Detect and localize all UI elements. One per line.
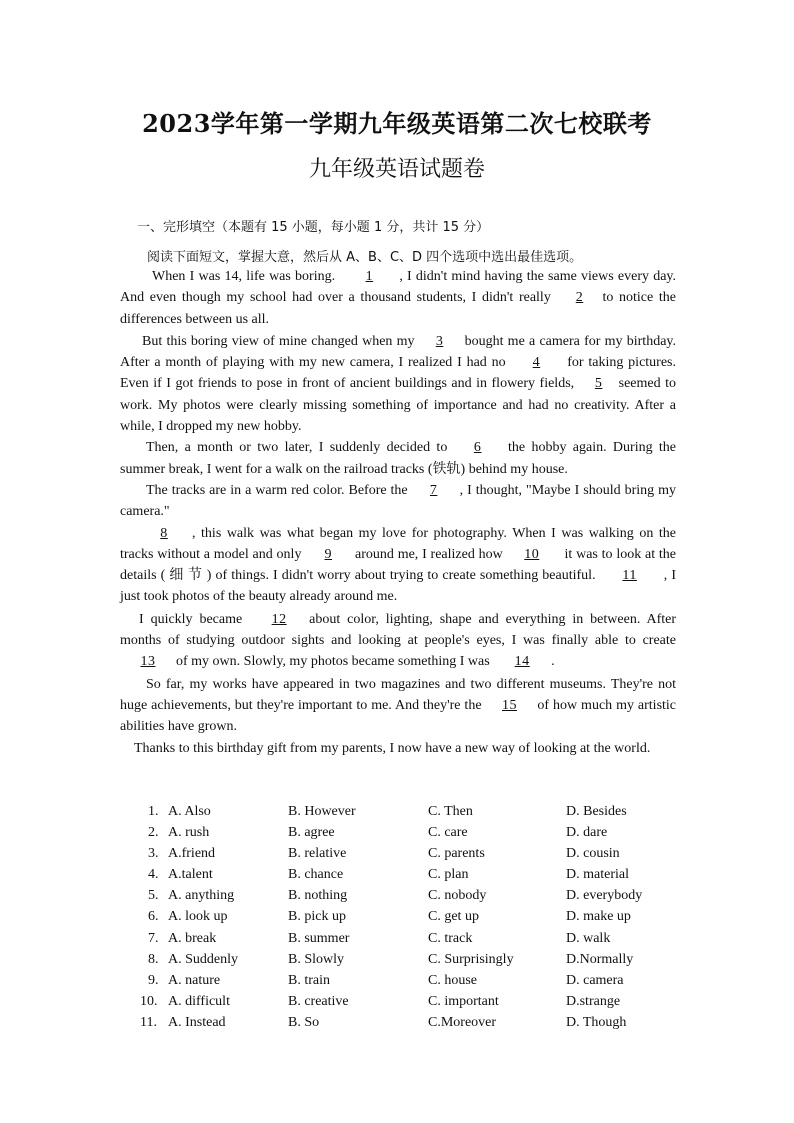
passage-text: Then, a month or two later, I suddenly decided to (146, 440, 448, 456)
option-number: 5. (148, 888, 159, 904)
option-c: C. Surprisingly (428, 951, 514, 967)
passage-text: When I was 14, life was boring. (152, 269, 336, 284)
option-b: B. creative (288, 993, 349, 1009)
option-b: B. train (288, 972, 330, 988)
blank-4: 4 (532, 355, 541, 371)
option-b: B. relative (288, 846, 347, 862)
option-d: D. camera (566, 972, 624, 988)
passage-text: for taking pictures. Even if I got friends to pose in front of ancient buildings and in flowery fields, (120, 355, 676, 392)
passage-text: to notice the differences between us all. (120, 290, 676, 327)
option-a: A. rush (168, 825, 210, 841)
option-b: B. chance (288, 867, 344, 883)
passage-paragraph-3 (120, 437, 676, 480)
passage-text: of how much my artistic abilities have grown. (120, 697, 677, 735)
exam-subtitle: 九年级英语试题卷 (308, 157, 485, 182)
option-c: C. important (428, 993, 499, 1009)
blank-8: 8 (160, 525, 168, 541)
passage-text: But this boring view of mine changed when my (142, 333, 415, 349)
passage-text: the hobby again. During the summer break, I went for a walk on the railroad tracks (铁轨) behind my house. (120, 440, 677, 477)
option-number: 8. (148, 951, 159, 967)
option-a: A. nature (168, 972, 221, 988)
passage-paragraph-2 (120, 331, 676, 437)
cloze-passage (120, 266, 676, 759)
option-c: C.Moreover (428, 1014, 497, 1030)
option-number: 10. (140, 993, 158, 1009)
blank-2: 2 (575, 290, 584, 306)
option-d: D.Normally (566, 951, 634, 967)
passage-text: I quickly became (139, 611, 243, 627)
option-a: A.friend (168, 846, 216, 862)
section-heading: 一、完形填空（本题有 15 小题，每小题 1 分，共计 15 分） (137, 220, 490, 235)
option-number: 7. (148, 930, 159, 946)
blank-11: 11 (622, 568, 637, 584)
passage-text: , I didn't mind having the same views every day. And even though my school had over a thousand students, I didn't really (120, 269, 676, 306)
option-a: A. Suddenly (168, 951, 238, 967)
option-a: A. Also (168, 804, 211, 819)
passage-text: , this walk was what began my love for photography. When I was walking on the tracks without a model and only (120, 525, 676, 562)
option-b: B. nothing (288, 888, 348, 904)
option-a: A.talent (168, 867, 213, 883)
option-number: 2. (148, 825, 159, 841)
option-a: A. difficult (168, 993, 230, 1009)
passage-text: of my own. Slowly, my photos became something I was (176, 654, 490, 670)
passage-text: , I just took photos of the beauty already around me. (120, 568, 677, 605)
blank-12: 12 (271, 611, 287, 627)
passage-text: So far, my works have appeared in two magazines and two different museums. They're not huge achievements, but they're important to me. And they're the (120, 676, 676, 713)
blank-1: 1 (365, 269, 374, 284)
blank-14: 14 (514, 654, 530, 670)
option-c: C. get up (428, 909, 479, 925)
option-number: 1. (148, 804, 159, 819)
blank-6: 6 (473, 440, 482, 456)
blank-5: 5 (594, 376, 603, 392)
blank-7: 7 (429, 482, 438, 498)
passage-paragraph-5 (120, 523, 676, 608)
option-d: D. material (566, 867, 629, 883)
option-d: D.strange (566, 993, 621, 1009)
passage-text: bought me a camera for my birthday. After a month of playing with my new camera, I realized I had no (120, 333, 677, 371)
option-d: D. cousin (566, 846, 620, 862)
option-number: 9. (148, 972, 159, 988)
option-a: A. Instead (168, 1014, 226, 1030)
option-b: B. pick up (288, 909, 346, 925)
option-b: B. agree (288, 825, 335, 841)
passage-text: around me, I realized how (355, 546, 503, 562)
option-c: C. parents (428, 846, 485, 862)
option-b: B. However (288, 804, 356, 819)
passage-text: , I thought, "Maybe I should bring my camera." (120, 482, 676, 520)
passage-text: The tracks are in a warm red color. Before the (146, 482, 408, 498)
passage-paragraph-8: Thanks to this birthday gift from my parents, I now have a new way of looking at the world. (134, 740, 651, 756)
blank-9: 9 (324, 546, 332, 562)
option-a: A. anything (168, 888, 235, 904)
option-c: C. Then (428, 804, 473, 819)
option-number: 4. (148, 867, 159, 883)
passage-text: seemed to work. My photos were clearly missing something of importance and had no creativity. After a while, I dropped my new hobby. (120, 376, 676, 435)
option-d: D. make up (566, 909, 631, 925)
passage-paragraph-7 (120, 674, 676, 738)
option-c: C. plan (428, 867, 469, 883)
option-a: A. break (168, 930, 217, 946)
option-number: 3. (148, 846, 159, 862)
option-number: 6. (148, 909, 159, 925)
option-d: D. Though (566, 1014, 627, 1030)
option-c: C. house (428, 972, 477, 988)
option-b: B. summer (288, 930, 350, 946)
option-d: D. walk (566, 930, 611, 946)
option-d: D. dare (566, 825, 608, 841)
blank-15: 15 (501, 697, 517, 713)
passage-paragraph-6 (120, 609, 676, 673)
passage-paragraph-4 (120, 480, 676, 523)
option-a: A. look up (168, 909, 228, 925)
option-c: C. track (428, 930, 473, 946)
passage-paragraph-1 (120, 266, 676, 330)
section-instruction: 阅读下面短文，掌握大意，然后从 A、B、C、D 四个选项中选出最佳选项。 (147, 250, 583, 265)
option-c: C. care (428, 825, 468, 841)
blank-13: 13 (140, 654, 156, 670)
option-d: D. Besides (566, 804, 627, 819)
passage-text: . (551, 654, 555, 670)
option-b: B. So (288, 1014, 320, 1030)
blank-3: 3 (435, 333, 444, 349)
option-d: D. everybody (566, 888, 643, 904)
passage-text: about color, lighting, shape and everything in between. After months of studying outdoor sights and looking at people's eyes, I was finally able to create (120, 611, 676, 649)
blank-10: 10 (524, 546, 540, 562)
option-b: B. Slowly (288, 951, 345, 967)
exam-title: 2023学年第一学期九年级英语第二次七校联考 (142, 109, 652, 138)
option-c: C. nobody (428, 888, 487, 904)
option-number: 11. (140, 1014, 157, 1030)
passage-text: it was to look at the details ( 细 节 ) of things. I didn't worry about trying to create something beautiful. (120, 546, 677, 584)
